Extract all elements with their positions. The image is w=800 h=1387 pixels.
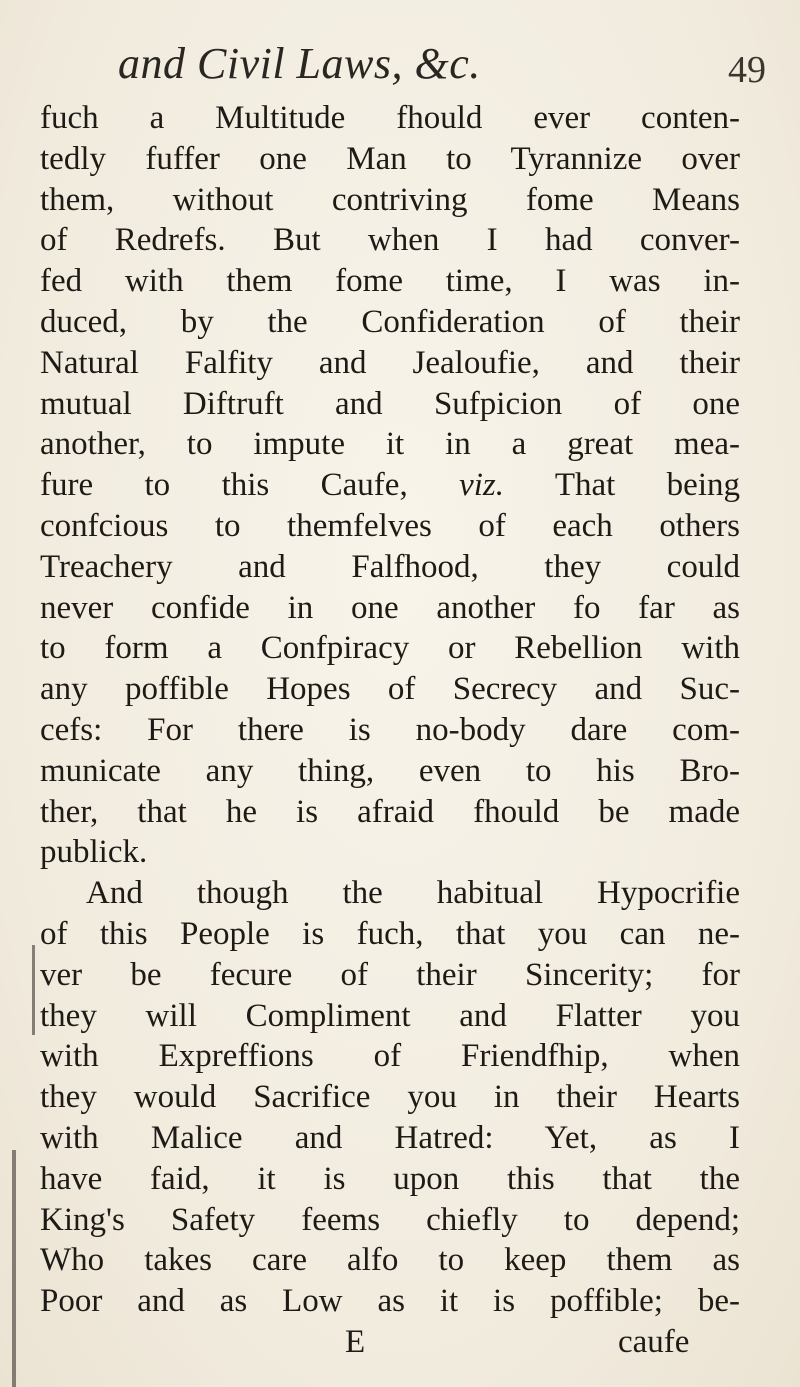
text-line: with Malice and Hatred: Yet, as I xyxy=(40,1119,740,1156)
text-line: with Expreffions of Friendfhip, when xyxy=(40,1038,740,1075)
text-line: have faid, it is upon this that the xyxy=(40,1160,740,1197)
text-line: mutual Diftruft and Sufpicion of one xyxy=(40,385,740,422)
text-line: publick. xyxy=(40,834,148,871)
text-line: confcious to themfelves of each others xyxy=(40,507,740,544)
text-line: of this People is fuch, that you can ne- xyxy=(40,915,740,952)
text-line: fed with them fome time, I was in- xyxy=(40,263,740,300)
text-line: they will Compliment and Flatter you xyxy=(40,997,740,1034)
text-line: fuch a Multitude fhould ever conten- xyxy=(40,100,740,136)
text-segment: fure to this Caufe, xyxy=(40,467,408,504)
text-line: of Redrefs. But when I had conver- xyxy=(40,222,740,259)
text-line: them, without contriving fome Means xyxy=(40,181,740,218)
text-line: Treachery and Falfhood, they could xyxy=(40,548,740,585)
gutter-shadow xyxy=(12,1150,16,1387)
text-line: never confide in one another fo far as xyxy=(40,589,740,626)
page-number: 49 xyxy=(728,49,766,91)
catchword: caufe xyxy=(618,1323,690,1360)
text-line: Poor and as Low as it is poffible; be- xyxy=(40,1283,740,1320)
text-line: duced, by the Confideration of their xyxy=(40,303,740,340)
text-segment: That being xyxy=(554,467,740,504)
text-line: Natural Falfity and Jealoufie, and their xyxy=(40,344,740,381)
page-header xyxy=(0,38,800,98)
text-line: tedly fuffer one Man to Tyrannize over xyxy=(40,140,740,177)
text-line: cefs: For there is no-body dare com- xyxy=(40,711,740,748)
text-line: any poffible Hopes of Secrecy and Suc- xyxy=(40,671,740,708)
catchword-line xyxy=(40,1322,740,1363)
signature-mark: E xyxy=(345,1323,366,1360)
text-line: municate any thing, even to his Bro- xyxy=(40,752,740,789)
text-line xyxy=(40,465,740,506)
text-line: King's Safety feems chiefly to depend; xyxy=(40,1201,740,1238)
text-line: And though the habitual Hypocrifie xyxy=(86,875,740,912)
text-line: another, to impute it in a great mea- xyxy=(40,426,740,463)
running-title: and Civil Laws, &c. xyxy=(118,39,481,88)
text-line: to form a Confpiracy or Rebellion with xyxy=(40,630,740,667)
italic-abbreviation: viz. xyxy=(459,467,505,504)
text-line: Who takes care alfo to keep them as xyxy=(40,1242,740,1279)
gutter-shadow xyxy=(32,945,35,1035)
text-line: they would Sacrifice you in their Hearts xyxy=(40,1079,740,1116)
text-line: ver be fecure of their Sincerity; for xyxy=(40,956,740,993)
body-text xyxy=(40,98,740,1363)
text-line: ther, that he is afraid fhould be made xyxy=(40,793,740,830)
